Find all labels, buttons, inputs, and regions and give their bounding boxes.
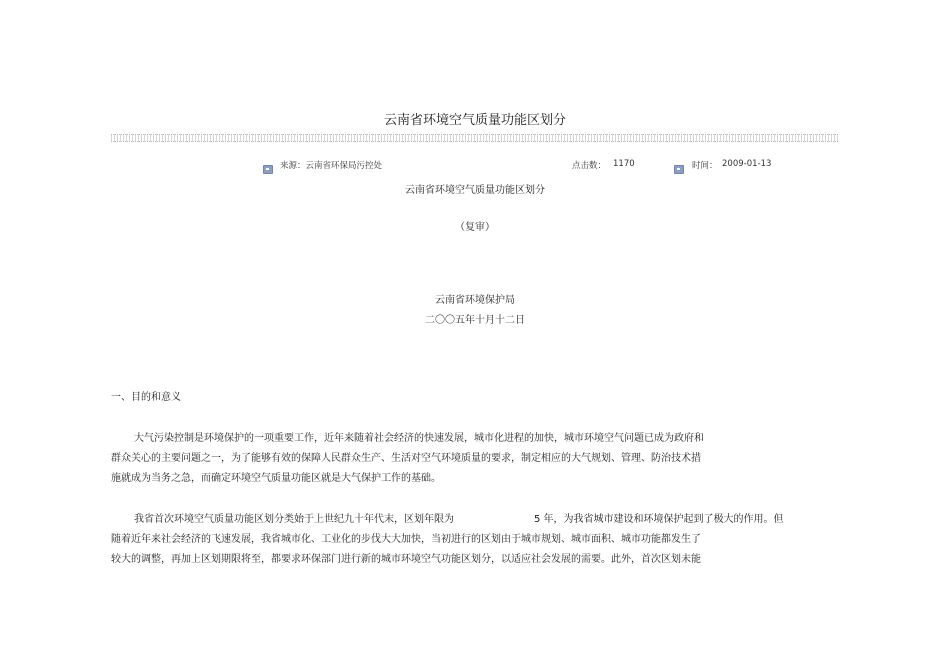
source-text: 来源：云南省环保局污控处 — [280, 161, 383, 171]
issue-date: 二〇〇五年十月十二日 — [425, 315, 525, 326]
section-heading: 一、目的和意义 — [111, 392, 181, 403]
paragraph-1-line-3: 施就成为当务之急，而确定环境空气质量功能区就是大气保护工作的基础。 — [111, 473, 441, 484]
paragraph-1-line-1: 大气污染控制是环境保护的一项重要工作，近年来随着社会经济的快速发展，城市化进程的加快，城市环境空气问题已成为政府和 — [134, 433, 704, 444]
publish-date: 2009-01-13 — [722, 159, 772, 169]
paragraph-2-line-3: 较大的调整，再加上区划期限将至，都要求环保部门进行新的城市环境空气功能区划分，以适应社会发展的需要。此外，首次区划未能 — [111, 554, 701, 565]
title-divider — [111, 134, 838, 142]
paragraph-2-line-1b: 5 年，为我省城市建设和环境保护起到了极大的作用。但 — [534, 514, 784, 525]
clicks-count: 1170 — [613, 159, 635, 169]
clicks-label: 点击数： — [572, 161, 607, 171]
bullet-icon — [263, 165, 273, 174]
issuing-organization: 云南省环境保护局 — [435, 295, 515, 306]
paragraph-2-line-1a: 我省首次环境空气质量功能区划分类始于上世纪九十年代末，区划年限为 — [134, 514, 454, 525]
bullet-icon — [674, 165, 684, 174]
document-title: 云南省环境空气质量功能区划分 — [383, 113, 566, 128]
paragraph-1-line-2: 群众关心的主要问题之一，为了能够有效的保障人民群众生产、生活对空气环境质量的要求，制定相应的大气规划、管理、防治技术措 — [111, 453, 701, 464]
document-subtitle: 云南省环境空气质量功能区划分 — [405, 185, 545, 196]
review-note: （复审） — [455, 222, 495, 233]
paragraph-2-line-2: 随着近年来社会经济的飞速发展，我省城市化、工业化的步伐大大加快，当初进行的区划由于城市规划、城市面积、城市功能都发生了 — [111, 534, 701, 545]
time-label: 时间： — [692, 161, 718, 171]
